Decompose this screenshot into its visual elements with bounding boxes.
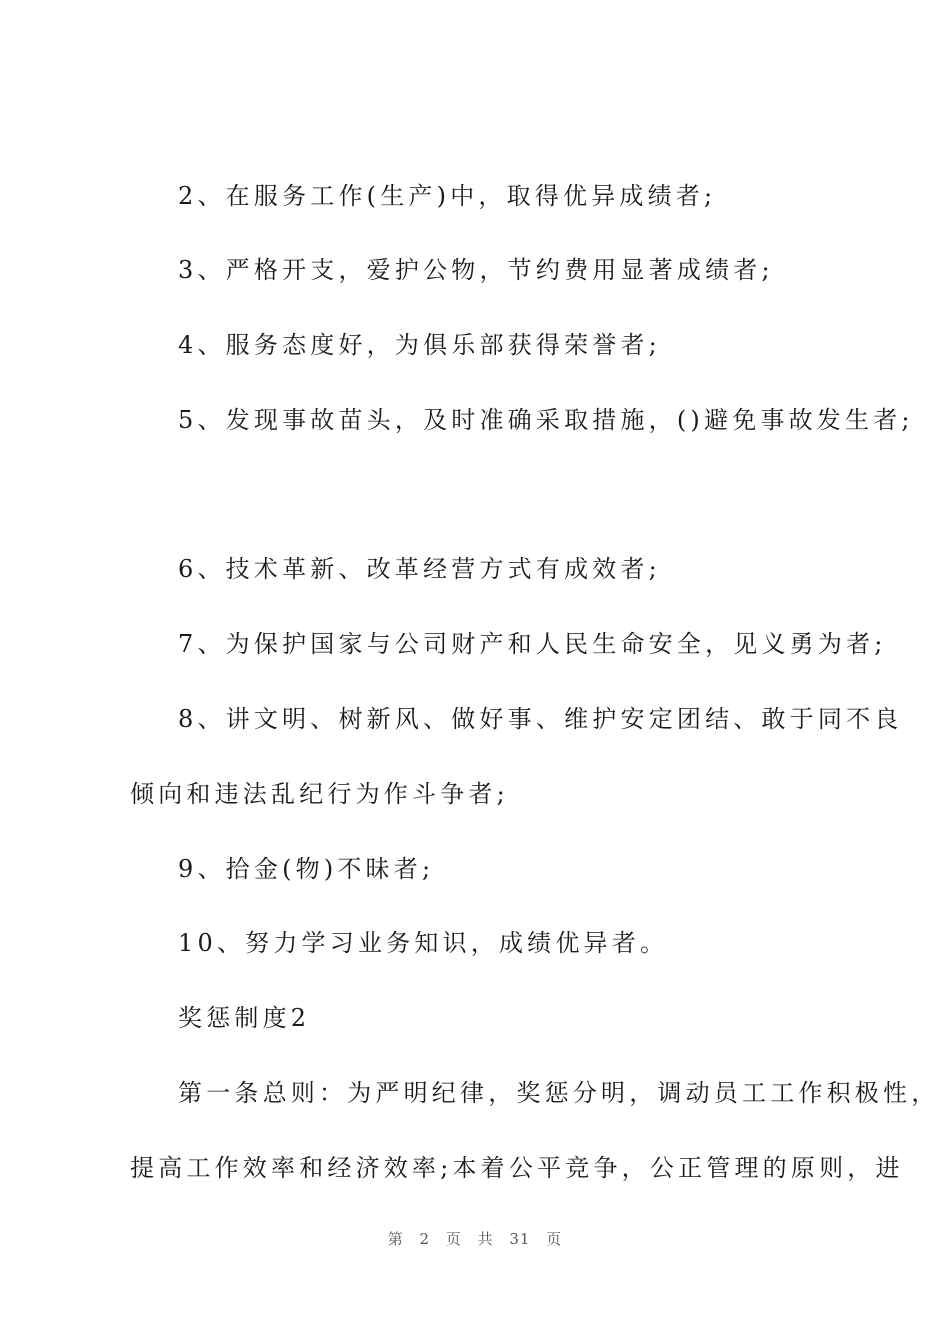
list-item-10: 10、努力学习业务知识，成绩优异者。 [178,929,669,957]
list-item-2: 2、在服务工作(生产)中，取得优异成绩者; [178,182,717,210]
list-item-8: 8、讲文明、树新风、做好事、维护安定团结、敢于同不良 [178,705,903,733]
section-heading: 奖惩制度2 [178,1004,311,1032]
article-paragraph-continued: 提高工作效率和经济效率;本着公平竞争，公正管理的原则，进 [130,1154,904,1182]
list-item-6: 6、技术革新、改革经营方式有成效者; [178,555,661,583]
list-item-3: 3、严格开支，爱护公物，节约费用显著成绩者; [178,256,774,284]
article-paragraph: 第一条总则：为严明纪律，奖惩分明，调动员工工作积极性， [178,1079,940,1107]
list-item-8-continued: 倾向和违法乱纪行为作斗争者; [130,780,509,808]
list-item-5: 5、发现事故苗头，及时准确采取措施，()避免事故发生者; [178,406,914,434]
list-item-9: 9、拾金(物)不昧者; [178,855,435,883]
page-number-footer: 第 2 页 共 31 页 [387,1230,563,1248]
list-item-7: 7、为保护国家与公司财产和人民生命安全，见义勇为者; [178,630,887,658]
list-item-4: 4、服务态度好，为俱乐部获得荣誉者; [178,331,661,359]
